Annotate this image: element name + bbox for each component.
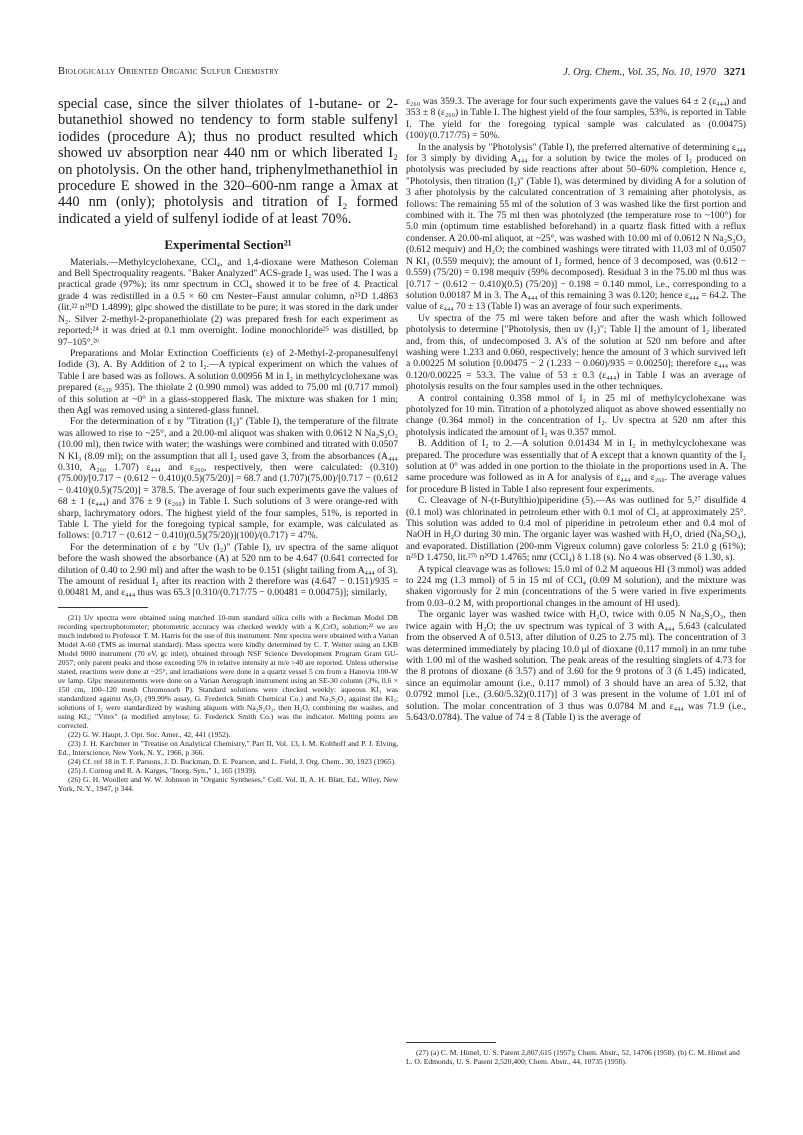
page-number: 3271 — [724, 66, 746, 78]
footnote-rule — [406, 1042, 496, 1043]
paragraph-procedure-b: B. Addition of I₂ to 2.—A solution 0.01434 M in I₂ in methylcyclohexane was prepared. The procedure was essentially that of A except that a known quantity of the I₂ solution at 0° was added in one portion to the thiolate in the proportions used in A. The same procedure was followed as in A for analysis of ε₄₄₄ and ε₂₆₀. The average values for procedure B listed in Table I also represent four experiments. — [406, 438, 746, 495]
paragraph-uv: For the determination of ε by "Uv (I₂)" (Table I), uv spectra of the same aliquot before the wash showed the absorbance (A) at 520 nm to be 4.647 (0.641 corrected for dilution of 0.40 to 2.90 ml) and after the wash to be 0.151 (slight tailing from A₄₄₄ of 3). The amount of residual I₂ after its reaction with 2 therefore was (4.647 − 0.151)/935 = 0.00481 M, and ε₄₄₄ thus was 65.3 [0.310/(0.717/75 − 0.00481 = 0.00475)]; similarly, — [58, 541, 398, 599]
footnote-23: (23) J. H. Karchmer in "Treatise on Analytical Chemistry," Part II, Vol. 13, I. M. Kolthoff and P. J. Elving, Ed., Interscience, New York, N. Y., 1966, p 366. — [58, 738, 398, 757]
paragraph-cleavage: A typical cleavage was as follows: 15.0 ml of 0.2 M aqueous HI (3 mmol) was added to 224 mg (1.3 mmol) of 5 in 15 ml of CCl₄ (0.09 M solution), and the mixture was shaken vigorously for 2 min (concentrations of the 5 were varied in five experiments from 0.03–0.2 M, with proportional changes in the amount of HI used). — [406, 563, 746, 609]
paragraph-photolysis: In the analysis by "Photolysis" (Table I), the preferred alternative of determining ε₄₄₄ for 3 simply by dividing A₄₄₄ for a solution by twice the moles of I₂ produced on photolysis was precluded by side reactions after about 50–60% completion. Hence ε, "Photolysis, then titration (I₂)" (Table I), was determined by dividing A for a solution of 3 after photolysis by the calculated concentration of 3 remaining after photolysis, as follows: The remaining 55 ml of the solution of 3 was washed like the first portion and combined with it. The 75 ml then was photolyzed (the temperature rose to ~100°) for 5.0 min (optimum time established beforehand) in a quartz flask fitted with a reflux condenser. A 20.00-ml aliquot, at ~25°, was washed with 10.00 ml of 0.0612 N Na₂S₂O₃ (0.612 mequiv) and H₂O; the combined washings were titrated with 11.03 ml of 0.0507 N KI₃ (0.559 mequiv); the amount of I₂ formed, hence of 3 decomposed, was (0.612 − 0.559) (75/20) = 0.198 mequiv (59% decomposed). Residual 3 in the 75.00 ml thus was [0.717 − (0.612 − 0.410)(0.5) (75/20)] − 0.198 = 0.140 mmol, i.e., corresponding to a solution 0.00187 M in 3. The A₄₄₄ of this remaining 3 was 0.120; hence ε₄₄₄ = 64.2. The value of ε₄₄₄ 70 ± 13 (Table I) was an average of four such experiments. — [406, 141, 746, 313]
journal-citation — [563, 66, 746, 78]
paragraph-control: A control containing 0.358 mmol of I₂ in 25 ml of methylcyclohexane was photolyzed for 10 min. Titration of a photolyzed aliquot as above showed essentially no change (0.364 mmol) in the concentration of I₂. Uv spectra at 520 nm after this photolysis indicated the amount of I₂ was 0.357 mmol. — [406, 392, 746, 438]
section-title: Experimental Section²¹ — [164, 237, 292, 253]
paragraph-procedure-c: C. Cleavage of N-(t-Butylthio)piperidine (5).—As was outlined for 5,²⁷ disulfide 4 (0.1 mol) was chlorinated in petroleum ether with 0.1 mol of Cl₂ at approximately 25°. This solution was added to 0.4 mol of piperidine in petroleum ether and 0.4 mol of NaOH in H₂O during 30 min. The organic layer was washed with H₂O, dried (Na₂SO₄), and evaporated. Distillation (200-mm Vigreux column) gave colorless 5: 21.0 g (61%); n²⁵D 1.4750, lit.²⁷ᵇ n²⁰D 1.4765; nmr (CCl₄) δ 1.18 (s). No 4 was observed (δ 1.30, s). — [406, 495, 746, 564]
paragraph-organic-layer: The organic layer was washed twice with H₂O, twice with 0.05 N Na₂S₂O₃, then twice again with H₂O; the uv spectrum was typical of 3 with A₄₄₄ 5.643 (calculated from the observed A of 0.513, after dilution of 0.25 to 2.75 ml). The concentration of 3 was determined immediately by placing 10.0 μl of dioxane (0.117 mmol) in an nmr tube with 1.00 ml of the washed solution. The peak areas of the resulting singlets of 4.73 for the 8 protons of dioxane (δ 3.57) and of 3.60 for the 9 protons of 3 (δ 1.45) indicated, since an equimolar amount (i.e., 0.117 mmol) of 3 should have an area of 5.32, that 0.0792 mmol [i.e., (3.60/5.32)(0.117)] of 3 was present in the volume of 1.01 ml of solution. The molar concentration of 3 thus was 0.0784 M and ε₄₄₄ was 71.9 (i.e., 5.643/0.0784). The value of 74 ± 8 (Table I) is the average of — [406, 609, 746, 723]
footnote-26: (26) G. H. Woollett and W. W. Johnson in "Organic Syntheses," Coll. Vol. II, A. H. Blatt, Ed., Wiley, New York, N. Y., 1947, p 344. — [58, 774, 398, 793]
intro-text — [58, 96, 398, 227]
paragraph-uv-spectra: Uv spectra of the 75 ml were taken before and after the wash which followed photolysis to determine ["Photolysis, then uv (I₂)"; Table I] the amount of I₂ liberated and, from this, of undecomposed 3. A's of the solution at 520 nm before and after washing were 1.233 and 0.060, respectively; hence the amount of 3 which survived left a 0.00225 M solution [0.00475 − 2 (1.233 − 0.060)/935 = 0.00250]; therefore ε₄₄₄ was 0.120/0.00225 = 53.3. The value of 53 ± 0.3 (ε₄₄₄) in Table I was an average of photolysis results on the four samples used in the other techniques. — [406, 312, 746, 393]
running-title: Biologically Oriented Organic Sulfur Chemistry — [58, 66, 280, 77]
intro-paragraph: special case, since the silver thiolates of 1-butane- or 2-butanethiol showed no tendency to form stable sulfenyl iodides (procedure A); thus no product resulted which showed uv absorption near 440 nm or which liberated I₂ on photolysis. On the other hand, triphenylmethanethiol in procedure E showed in the 320–600-nm range a λmax at 440 nm (only); photolysis and titration of I₂ formed indicated a yield of sulfenyl iodide of at least 70%. — [58, 96, 398, 227]
journal-name: J. Org. Chem., Vol. 35, No. 10, 1970 — [563, 67, 716, 78]
left-column — [58, 96, 398, 793]
footnote-21: (21) Uv spectra were obtained using matched 10-mm standard silica cells with a Beckman Model DB recording spectrophotometer; photometric accuracy was checked weekly with a K₂CrO₄ solution;²² we are much indebted to Professor T. M. Harris for the use of this instrument. Nmr spectra were obtained with a Varian Model A-60 (TMS as internal standard). Mass spectra were kindly determined by C. T. Wetter using an LKB Model 9000 instrument (70 eV, gc inlet), obtained through NSF Science Development Program Grant GU-2057; only parent peaks and those exceeding 5% in relative intensity at m/e >40 are reported. Unless otherwise stated, reactions were done at ~25°, and irradiations were done in a quartz vessel 5 cm from a Hanovia 100-W uv lamp. Glpc measurements were done on a Varian Aerograph instrument using an SE-30 column (3%, 0.6 × 150 cm, 100–120 mesh Chromosorb P). Standard solutions were checked weekly: aqueous KI₃ was standardized against As₂O₃ (99.99% assay, G. Frederick Smith Chemical Co.) and Na₂S₂O₃ against the KI₃; solutions of I₂ were standardized by washing aliquots with Na₂S₂O₃, then H₂O, combining the washes, and using KI₃; "Vitex" (a modified amylose; G. Frederick Smith Co.) was the indicator. Melting points are corrected. — [58, 612, 398, 730]
paragraph-titration: For the determination of ε by "Titration (I₂)" (Table I), the temperature of the filtrate was allowed to rise to ~25°, and a 20.00-ml aliquot was shaken with 0.0612 N Na₂S₂O₃ (10.00 ml), then twice with water; the washings were combined and titrated with 0.0507 N KI₃ (8.09 ml); on the assumption that all I₂ used gave 3, from the absorbances (A₄₄₄ 0.310, A₂₆₀ 1.707) ε₄₄₄ and ε₂₆₀, respectively, then were calculated: (0.310)(75.00)/[0.717 − (0.612 − 0.410)(0.5)(75/20)] = 68.7 and (1.707)(75.00)/[0.717 − (0.612 − 0.410)(0.5)(75/20)] = 378.5. The average of four such experiments gave the values of 68 ± 1 (ε₄₄₄) and 376 ± 9 (ε₂₆₀) in Table I. Such solutions of 3 were orange-red with sharp, lachrymatory odors. The highest yield of the four samples, 51%, is reported in Table I. The yield for the foregoing typical sample, for example, was calculated as follows: [0.717 − (0.612 − 0.410)(0.5)(75/20)](100)/(0.717) = 47%. — [58, 416, 398, 542]
right-footnotes — [406, 1042, 746, 1066]
paragraph-continued: ε₂₆₀ was 359.3. The average for four such experiments gave the values 64 ± 2 (ε₄₄₄) and 353 ± 8 (ε₂₆₀) in Table I. The highest yield of the four samples, 53%, is reported in Table I. The yield for the foregoing typical sample was calculated as (0.00475)(100)/(0.717/75) = 50%. — [406, 96, 746, 142]
footnote-24: (24) Cf. ref 18 in T. F. Parsons, J. D. Buckman, D. E. Pearson, and L. Field, J. Org. Chem., 30, 1923 (1965). — [68, 756, 397, 766]
footnote-22: (22) G. W. Haupt, J. Opt. Soc. Amer., 42, 441 (1952). — [68, 729, 231, 739]
footnote-27: (27) (a) C. M. Himel, U. S. Patent 2,807,615 (1957); Chem. Abstr., 52, 14706 (1958). (b) C. M. Himel and L. O. Edmonds, U. S. Patent 2,520,400; Chem. Abstr., 44, 10735 (1950). — [406, 1048, 740, 1066]
footnote-25: (25) J. Cornog and R. A. Karges, "Inorg. Syn.," 1, 165 (1939). — [68, 765, 257, 775]
paragraph-preparations: Preparations and Molar Extinction Coefficients (ε) of 2-Methyl-2-propanesulfenyl Iodide (3). A. By Addition of 2 to I₂.—A typical experiment on which the values of Table I are based was as follows. A solution 0.00956 M in I₂ in methylcyclohexane was prepared (ε₅₂₀ 935). The thiolate 2 (0.990 mmol) was added to 75.00 ml (0.717 mmol) of this solution at ~0° in a glass-stoppered flask. The mixture was shaken for 1 min; then AgI was removed using a sintered-glass funnel. — [58, 347, 398, 416]
page-header — [58, 66, 746, 84]
paragraph-materials: Materials.—Methylcyclohexane, CCl₄, and 1,4-dioxane were Matheson Coleman and Bell Spectroquality reagents. "Baker Analyzed" ACS-grade I₂ was used. The I was a practical grade (97%); its nmr spectrum in CCl₄ showed it to be free of 4. Practical grade 4 was redistilled in a 0.5 × 60 cm Nester–Faust annular column, n²⁵D 1.4863 (lit.²² n²⁰D 1.4899); glpc showed the distillate to be pure; it was stored in the dark under N₂. Silver 2-methyl-2-propanethiolate (2) was prepared fresh for each experiment as reported;²⁴ it was dried at 0.1 mm overnight. Iodine monochloride²⁵ was distilled, bp 97–105°.²⁶ — [58, 256, 398, 348]
right-column — [406, 96, 746, 723]
footnote-rule — [58, 607, 148, 608]
